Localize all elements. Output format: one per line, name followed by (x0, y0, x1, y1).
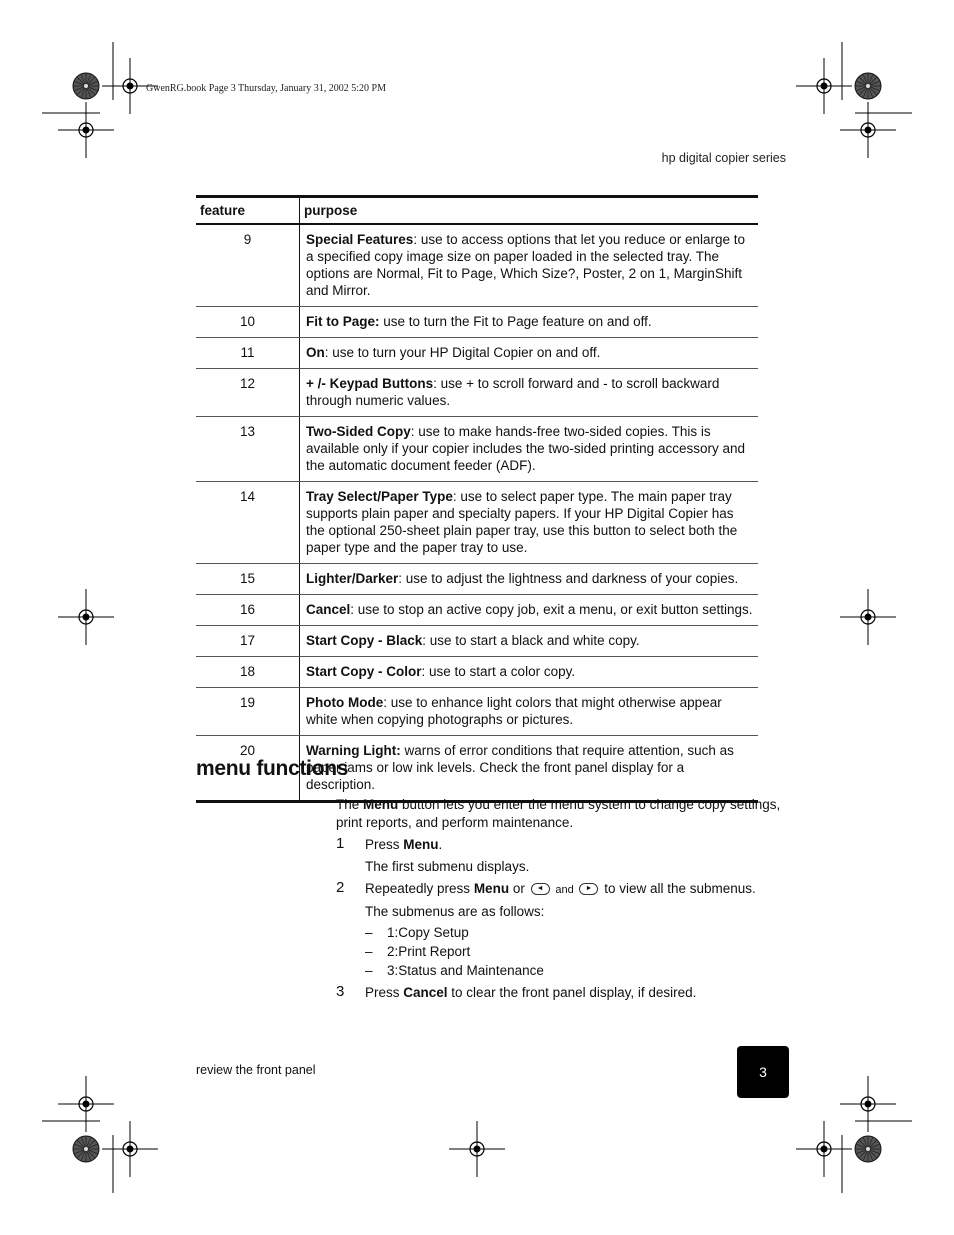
feature-table (196, 195, 758, 803)
feature-description: : use to adjust the lightness and darkness of your copies. (398, 571, 739, 586)
step-pre: Repeatedly press (365, 881, 474, 896)
table-row (196, 688, 758, 736)
feature-purpose (300, 417, 759, 482)
feature-number: 19 (196, 688, 300, 736)
table-header-row (196, 197, 758, 225)
feature-number: 12 (196, 369, 300, 417)
submenu-label: 2:Print Report (387, 944, 471, 959)
feature-term: Lighter/Darker (306, 571, 399, 586)
feature-term: Warning Light: (306, 743, 401, 758)
step-mid: or (509, 881, 529, 896)
table-row (196, 338, 758, 369)
step-2 (336, 880, 786, 980)
feature-number: 18 (196, 657, 300, 688)
feature-description: : use + to scroll forward and - to scroll backward through numeric values. (306, 376, 720, 408)
section-title: menu functions (196, 757, 349, 780)
step-number: 3 (336, 983, 345, 1000)
running-head: hp digital copier series (661, 151, 786, 165)
feature-term: Photo Mode (306, 695, 384, 710)
left-arrow-icon: ◄ (531, 883, 550, 895)
submenu-item (365, 923, 786, 942)
feature-description: use to turn the Fit to Page feature on and off. (379, 314, 652, 329)
submenu-list (365, 923, 786, 980)
right-arrow-icon: ► (579, 883, 598, 895)
feature-purpose (300, 626, 759, 657)
feature-description: : use to turn your HP Digital Copier on and off. (324, 345, 601, 360)
feature-purpose (300, 688, 759, 736)
table-row (196, 482, 758, 564)
feature-description: : use to select paper type. The main paper tray supports plain paper and specialty papers. If your HP Digital Copier has the optional 250-sheet plain paper tray, use this button to select both the paper type and the paper tray to use. (306, 489, 738, 555)
step-number: 1 (336, 835, 345, 852)
feature-description: : use to make hands-free two-sided copies. This is available only if your copier includes the two-sided printing accessory and the automatic document feeder (ADF). (306, 424, 745, 473)
dash-bullet: – (365, 963, 373, 978)
table-row (196, 307, 758, 338)
step-post: . (438, 837, 443, 852)
feature-description: warns of error conditions that require attention, such as paper jams or low ink levels. Check the front panel display for a description. (306, 743, 734, 792)
table-row (196, 595, 758, 626)
header-purpose: purpose (300, 197, 759, 225)
step-3 (336, 984, 786, 1002)
step-text (365, 836, 786, 854)
feature-number: 13 (196, 417, 300, 482)
dash-bullet: – (365, 944, 373, 959)
feature-term: Two-Sided Copy (306, 424, 411, 439)
submenu-item (365, 961, 786, 980)
step-term: Menu (403, 837, 439, 852)
step-pre: Press (365, 985, 404, 1000)
feature-term: Fit to Page: (306, 314, 380, 329)
table-row (196, 626, 758, 657)
feature-term: Start Copy - Black (306, 633, 423, 648)
feature-number: 16 (196, 595, 300, 626)
step-term: Menu (473, 881, 510, 896)
feature-term: On (306, 345, 325, 360)
footer-chapter-title: review the front panel (196, 1063, 316, 1077)
intro-menu-term: Menu (363, 797, 399, 812)
feature-number: 17 (196, 626, 300, 657)
intro-pre: The (336, 797, 364, 812)
feature-purpose (300, 338, 759, 369)
feature-purpose (300, 482, 759, 564)
feature-term: Tray Select/Paper Type (306, 489, 453, 504)
feature-number: 20 (196, 736, 300, 802)
feature-description: : use to start a color copy. (421, 664, 576, 679)
intro-paragraph (336, 796, 786, 832)
step-text (365, 984, 786, 1002)
feature-purpose (300, 307, 759, 338)
feature-number: 15 (196, 564, 300, 595)
table-row (196, 417, 758, 482)
submenu-label: 1:Copy Setup (387, 925, 469, 940)
feature-term: + /- Keypad Buttons (306, 376, 434, 391)
feature-purpose (300, 595, 759, 626)
submenu-label: 3:Status and Maintenance (387, 963, 544, 978)
book-slug: GwenRG.book Page 3 Thursday, January 31, 2002 5:20 PM (146, 83, 386, 94)
step-pre: Press (365, 837, 404, 852)
feature-number: 9 (196, 224, 300, 307)
step-term: Cancel (403, 985, 448, 1000)
page-number-tab: 3 (737, 1046, 789, 1098)
submenu-item (365, 942, 786, 961)
feature-term: Start Copy - Color (306, 664, 422, 679)
feature-purpose (300, 224, 759, 307)
step-text (365, 880, 786, 899)
table-row (196, 369, 758, 417)
header-feature: feature (196, 197, 300, 225)
feature-purpose (300, 564, 759, 595)
feature-description: : use to start a black and white copy. (422, 633, 640, 648)
menu-functions-body (336, 796, 786, 1002)
feature-number: 14 (196, 482, 300, 564)
feature-description: : use to access options that let you reduce or enlarge to a specified copy image size on paper loaded in the selected tray. The options are Normal, Fit to Page, Which Size?, Poster, 2 on 1, MarginShift and Mirror. (306, 232, 746, 298)
feature-number: 11 (196, 338, 300, 369)
feature-purpose (300, 657, 759, 688)
step-subtext: The first submenu displays. (365, 859, 530, 874)
feature-description: : use to enhance light colors that might otherwise appear white when copying photographs or pictures. (306, 695, 722, 727)
step-1 (336, 836, 786, 876)
feature-purpose (300, 369, 759, 417)
step-post: to clear the front panel display, if desired. (447, 985, 697, 1000)
step-number: 2 (336, 879, 345, 896)
table-row (196, 224, 758, 307)
feature-number: 10 (196, 307, 300, 338)
table-row (196, 657, 758, 688)
table-row (196, 564, 758, 595)
step-subtext: The submenus are as follows: (365, 904, 545, 919)
step-post: to view all the submenus. (600, 881, 756, 896)
feature-purpose (300, 736, 759, 802)
intro-post: button lets you enter the menu system to change copy settings, print reports, and perform maintenance. (336, 797, 781, 830)
feature-term: Cancel (306, 602, 351, 617)
feature-term: Special Features (306, 232, 414, 247)
and-word: and (555, 884, 574, 896)
dash-bullet: – (365, 925, 373, 940)
feature-description: : use to stop an active copy job, exit a menu, or exit button settings. (350, 602, 753, 617)
